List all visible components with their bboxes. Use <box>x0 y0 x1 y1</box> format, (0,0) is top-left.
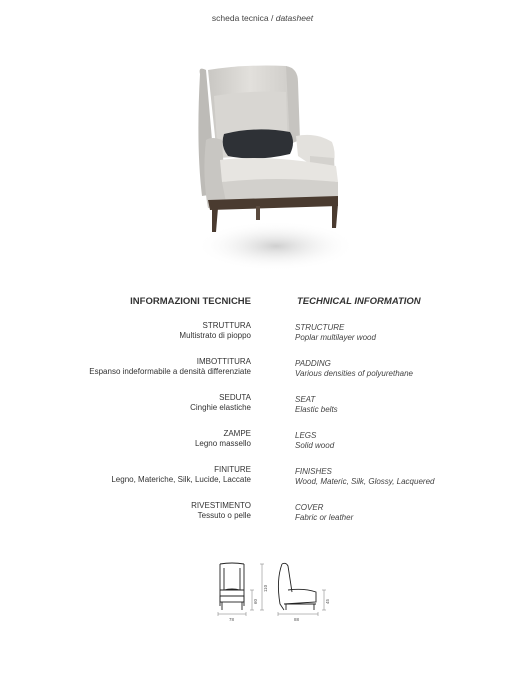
spec-value: Poplar multilayer wood <box>295 333 376 342</box>
spec-en-structure <box>295 323 376 343</box>
spec-label: SEDUTA <box>219 393 251 402</box>
dimension-drawings <box>214 560 334 622</box>
dim-arm-height: 45 <box>325 598 330 604</box>
spec-it-legs <box>195 429 251 449</box>
spec-label: ZAMPE <box>223 429 251 438</box>
spec-value: Solid wood <box>295 441 335 450</box>
subtitle-english: datasheet <box>275 13 314 23</box>
spec-it-seat <box>190 393 251 413</box>
spec-value: Tessuto o pelle <box>197 511 251 520</box>
front-view-drawing <box>220 563 244 610</box>
spec-label: STRUTTURA <box>202 321 251 330</box>
subtitle-separator: / <box>268 13 276 23</box>
armchair-photo <box>186 56 356 281</box>
dim-side-depth: 88 <box>294 617 300 622</box>
spec-en-finishes <box>295 467 434 487</box>
spec-en-seat <box>295 395 338 415</box>
spec-value: Multistrato di pioppo <box>179 331 251 340</box>
spec-value: Wood, Materic, Silk, Glossy, Lacquered <box>295 477 435 486</box>
spec-label: IMBOTTITURA <box>196 357 251 366</box>
spec-it-structure <box>179 321 251 341</box>
spec-en-legs <box>295 431 334 451</box>
spec-value: Cinghie elastiche <box>190 403 251 412</box>
section-title-english: TECHNICAL INFORMATION <box>297 296 421 307</box>
spec-value: Espanso indeformabile a densità differenziate <box>89 367 251 376</box>
dim-front-width: 78 <box>229 617 235 622</box>
dim-total-height: 110 <box>263 584 268 592</box>
spec-label: LEGS <box>295 431 317 440</box>
subtitle-italian: scheda tecnica <box>211 13 269 23</box>
spec-label: FINITURE <box>214 465 251 474</box>
spec-en-padding <box>295 359 413 379</box>
side-view-drawing <box>278 563 316 610</box>
spec-label: SEAT <box>295 395 316 404</box>
spec-value: Elastic belts <box>295 405 338 414</box>
spec-en-cover <box>295 503 353 523</box>
page-title-cropped <box>0 0 525 10</box>
spec-value: Fabric or leather <box>295 513 354 522</box>
spec-it-padding <box>89 357 251 377</box>
spec-value: Legno, Materiche, Silk, Lucide, Laccate <box>111 475 251 484</box>
spec-label: PADDING <box>295 359 331 368</box>
spec-label: RIVESTIMENTO <box>191 501 251 510</box>
spec-value: Various densities of polyurethane <box>295 369 413 378</box>
spec-label: COVER <box>295 503 324 512</box>
spec-value: Legno massello <box>194 439 251 448</box>
spec-it-finishes <box>111 465 251 485</box>
spec-it-cover <box>191 501 251 521</box>
spec-label: FINISHES <box>295 467 332 476</box>
section-title-italian: INFORMAZIONI TECNICHE <box>130 296 251 307</box>
datasheet-subtitle <box>0 13 525 23</box>
spec-label: STRUCTURE <box>295 323 345 332</box>
dim-seat-height: 60 <box>253 598 258 604</box>
